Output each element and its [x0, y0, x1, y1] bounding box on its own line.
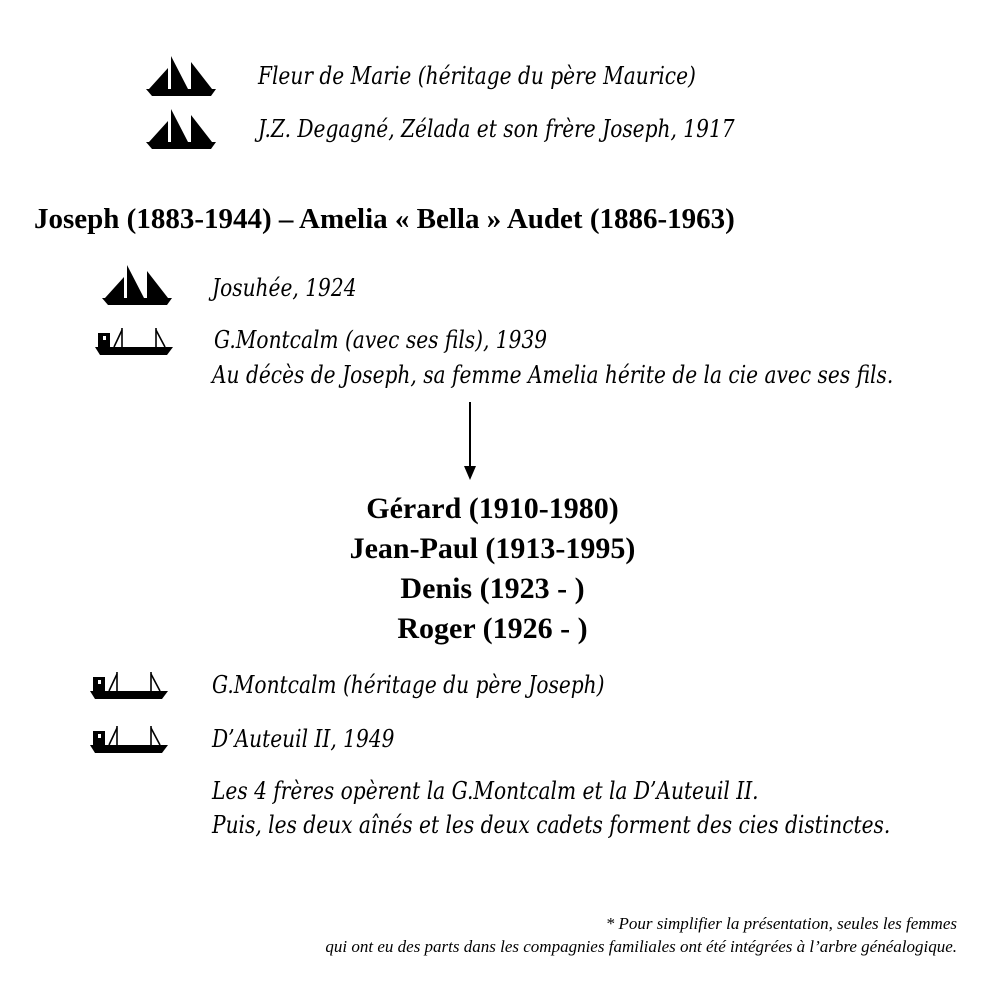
child-roger: Roger (1926 - ): [397, 612, 588, 645]
couple-heading: Joseph (1883-1944) – Amelia « Bella » Audet (1886-1963): [34, 203, 735, 235]
closing-line-1: Les 4 frères opèrent la G.Montcalm et la D’Auteuil II.: [212, 777, 759, 805]
child-denis: Denis (1923 - ): [400, 572, 585, 605]
closing-line-2: Puis, les deux aînés et les deux cadets forment des cies distinctes.: [212, 811, 891, 839]
inheritance-note: Au décès de Joseph, sa femme Amelia hérite de la cie avec ses fils.: [212, 361, 894, 389]
down-arrow-icon: [458, 402, 482, 482]
footnote-line-1: * Pour simplifier la présentation, seules les femmes: [605, 914, 957, 933]
motorboat-icon: [95, 326, 173, 356]
sailboat-icon: [102, 265, 172, 305]
vessel-gmontcalm-heritage: G.Montcalm (héritage du père Joseph): [212, 671, 605, 699]
child-gerard: Gérard (1910-1980): [366, 492, 619, 525]
sailboat-icon: [146, 109, 216, 149]
vessel-gmontcalm-1939: G.Montcalm (avec ses fils), 1939: [214, 326, 548, 354]
vessel-josuhee: Josuhée, 1924: [212, 274, 357, 302]
footnote-line-2: qui ont eu des parts dans les compagnies familiales ont été intégrées à l’arbre généalogique.: [325, 937, 957, 956]
motorboat-icon: [90, 724, 168, 754]
vessel-dauteuil-ii: D’Auteuil II, 1949: [212, 725, 395, 753]
motorboat-icon: [90, 670, 168, 700]
vessel-jz-degagne: J.Z. Degagné, Zélada et son frère Joseph, 1917: [258, 115, 735, 143]
child-jean-paul: Jean-Paul (1913-1995): [349, 532, 636, 565]
sailboat-icon: [146, 56, 216, 96]
vessel-fleur-de-marie: Fleur de Marie (héritage du père Maurice): [258, 62, 696, 90]
